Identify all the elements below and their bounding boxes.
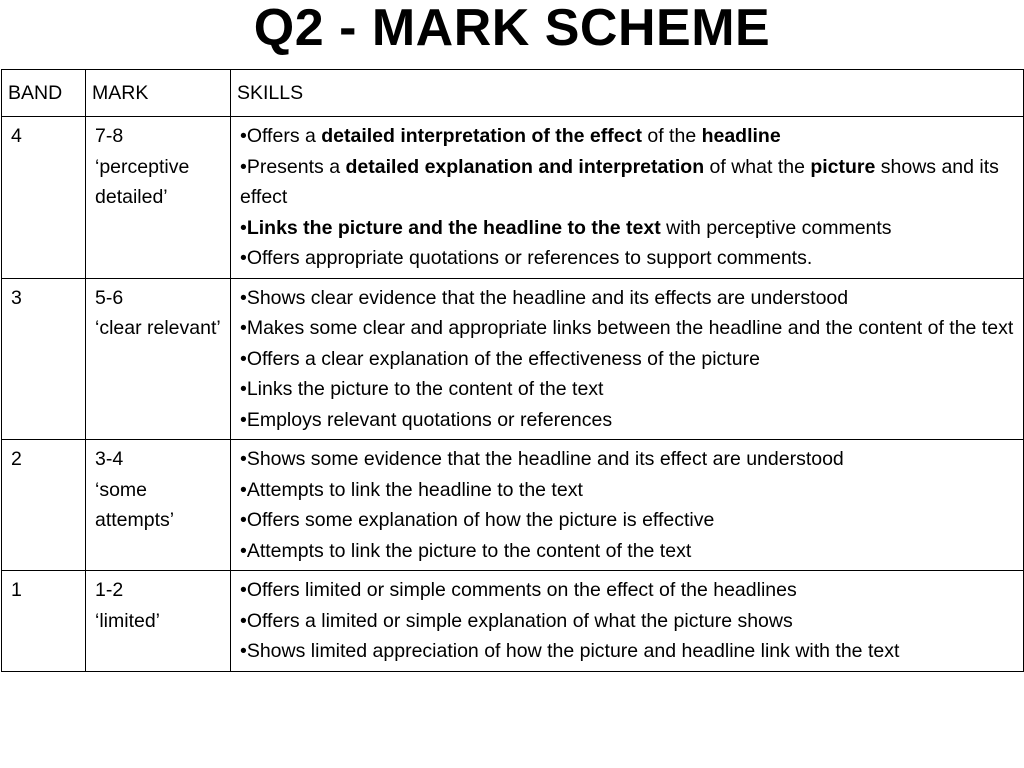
table-body: [2, 117, 1024, 672]
skill-text: •Offers a limited or simple explanation of what the picture shows: [240, 609, 793, 632]
skill-bullet: [240, 475, 1017, 506]
skill-bullet: [240, 505, 1017, 536]
table-row: [2, 571, 1024, 672]
mark-cell: [86, 440, 231, 571]
skill-text: •Presents a: [240, 155, 346, 178]
mark-cell: [86, 117, 231, 279]
skill-text: •: [240, 216, 247, 239]
skill-bullet: [240, 243, 1017, 274]
skills-column-header: SKILLS: [231, 70, 1024, 117]
skill-bullet: [240, 606, 1017, 637]
skill-text: with perceptive comments: [660, 216, 892, 239]
mark-descriptor: ‘perceptive detailed’: [95, 155, 190, 208]
skill-bullet: [240, 121, 1017, 152]
page-title: Q2 - MARK SCHEME: [253, 0, 771, 57]
table-row: [2, 117, 1024, 279]
mark-range: 5-6: [95, 286, 124, 309]
skill-text-bold: detailed interpretation of the effect: [321, 125, 642, 147]
skill-text: of the: [641, 125, 702, 147]
skill-bullet: [240, 283, 1017, 314]
table-row: [2, 278, 1024, 440]
skill-text: •Links the picture to the content of the text: [240, 378, 604, 400]
band-cell: 2: [2, 440, 86, 571]
skill-text-bold: headline: [701, 125, 781, 147]
skill-text-bold: picture: [810, 155, 876, 178]
skill-text: of what the: [704, 155, 811, 178]
skill-bullet: [240, 536, 1017, 567]
band-cell: 1: [2, 571, 86, 672]
skill-text: •Employs relevant quotations or references: [240, 408, 613, 431]
band-cell: 4: [2, 117, 86, 279]
band-cell: 3: [2, 278, 86, 440]
skills-cell: [231, 571, 1024, 672]
mark-cell: [86, 278, 231, 440]
skill-bullet: [240, 152, 1017, 213]
mark-descriptor: ‘clear relevant’: [95, 317, 221, 339]
skill-text: •Shows clear evidence that the headline and its effects are understood: [240, 286, 849, 309]
skill-text-bold: detailed explanation and interpretation: [345, 155, 705, 178]
skill-bullet: [240, 344, 1017, 375]
skill-bullet: [240, 575, 1017, 606]
skill-text: shows and its effect: [240, 155, 999, 208]
skills-cell: [231, 278, 1024, 440]
mark-range: 1-2: [95, 579, 124, 601]
skill-text: •Offers a clear explanation of the effectiveness of the picture: [240, 347, 760, 370]
skill-text: •Offers appropriate quotations or references to support comments.: [240, 247, 813, 269]
skill-bullet: [240, 636, 1017, 667]
mark-range: 3-4: [95, 448, 124, 470]
skill-bullet: [240, 405, 1017, 436]
mark-column-header: MARK: [86, 70, 231, 117]
skill-text: •Makes some clear and appropriate links between the headline and the content of the text: [240, 317, 1014, 339]
mark-range: 7-8: [95, 125, 124, 147]
skills-cell: [231, 117, 1024, 279]
skill-bullet: [240, 313, 1017, 344]
skill-text: •Shows limited appreciation of how the picture and headline link with the text: [240, 640, 900, 662]
skill-text: •Offers a: [240, 125, 322, 147]
mark-descriptor: ‘some attempts’: [95, 478, 175, 531]
skill-bullet: [240, 444, 1017, 475]
table-header-row: [2, 70, 1024, 117]
skill-bullet: [240, 374, 1017, 405]
skills-cell: [231, 440, 1024, 571]
mark-descriptor: ‘limited’: [95, 609, 161, 632]
skill-text: •Offers limited or simple comments on the effect of the headlines: [240, 579, 797, 601]
skill-text: •Attempts to link the headline to the text: [240, 478, 583, 501]
skill-text-bold: Links the picture and the headline to the text: [246, 216, 661, 239]
skill-text: •Offers some explanation of how the picture is effective: [240, 509, 715, 531]
skill-bullet: [240, 213, 1017, 244]
skill-text: •Shows some evidence that the headline and its effect are understood: [240, 448, 844, 470]
mark-scheme-table: [1, 69, 1024, 672]
band-column-header: BAND: [2, 70, 86, 117]
skill-text: •Attempts to link the picture to the content of the text: [240, 539, 692, 562]
table-row: [2, 440, 1024, 571]
mark-cell: [86, 571, 231, 672]
